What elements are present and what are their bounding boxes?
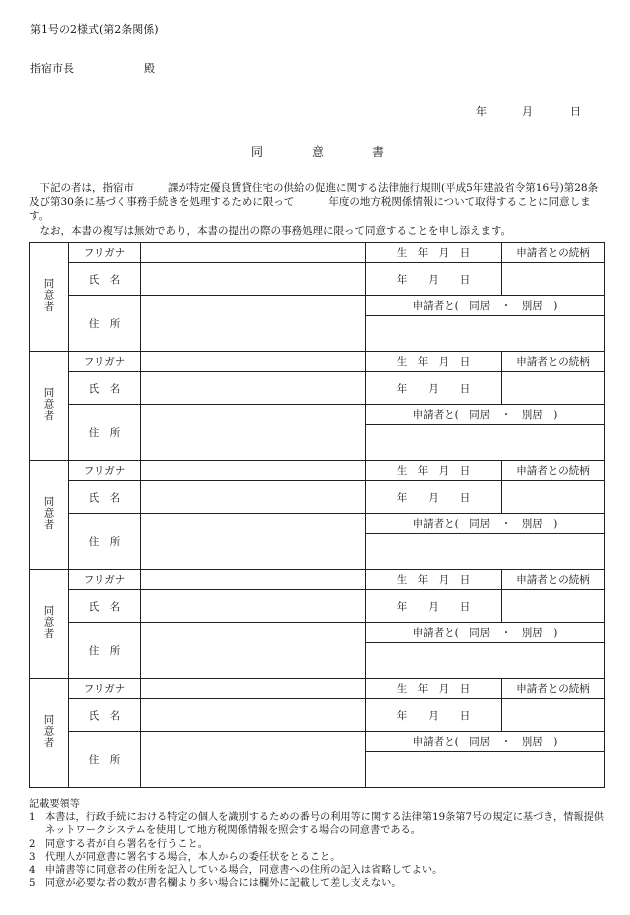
cohabitation-status[interactable]: 申請者と( 同居 ・ 別居 ) <box>366 405 605 425</box>
address-field[interactable] <box>141 514 366 570</box>
honorific: 殿 <box>144 62 155 75</box>
consenter-block <box>30 570 605 590</box>
date-year: 年 <box>476 105 487 118</box>
dob-placeholder: 年 月 日 <box>396 491 471 504</box>
cohabitation-status[interactable]: 申請者と( 同居 ・ 別居 ) <box>366 732 605 752</box>
furigana-field[interactable] <box>141 243 366 263</box>
dob-field[interactable] <box>366 372 502 405</box>
dob-field[interactable] <box>366 590 502 623</box>
consent-paragraph-2: なお，本書の複写は無効であり，本書の提出の際の事務処理に限って同意することを申し添えます。 <box>39 224 512 237</box>
dob-field[interactable] <box>366 263 502 296</box>
note-number: 2 <box>29 838 36 850</box>
furigana-label: フリガナ <box>69 461 141 481</box>
consenter-label: 同意者 <box>30 679 69 788</box>
address-extension[interactable] <box>366 752 605 788</box>
addressee-name: 指宿市長 <box>30 62 74 75</box>
address-label: 住 所 <box>69 623 141 679</box>
title-char-2: 意 <box>312 145 325 159</box>
address-label: 住 所 <box>69 514 141 570</box>
furigana-field[interactable] <box>141 352 366 372</box>
name-field[interactable] <box>141 481 366 514</box>
relation-field[interactable] <box>502 372 605 405</box>
relation-field[interactable] <box>502 699 605 732</box>
furigana-label: フリガナ <box>69 243 141 263</box>
relation-header: 申請者との続柄 <box>502 243 605 263</box>
name-label: 氏 名 <box>69 263 141 296</box>
relation-field[interactable] <box>502 481 605 514</box>
note-item <box>29 811 609 837</box>
title-char-1: 同 <box>251 145 264 159</box>
address-field[interactable] <box>141 732 366 788</box>
name-label: 氏 名 <box>69 590 141 623</box>
note-item <box>29 838 609 851</box>
dob-placeholder: 年 月 日 <box>396 382 471 395</box>
consenter-table <box>29 242 605 788</box>
name-label: 氏 名 <box>69 481 141 514</box>
name-field[interactable] <box>141 263 366 296</box>
address-field[interactable] <box>141 623 366 679</box>
note-number: 4 <box>29 865 36 877</box>
consenter-block <box>30 352 605 372</box>
note-item <box>29 851 609 864</box>
name-field[interactable] <box>141 590 366 623</box>
note-text: 同意する者が自ら署名を行うこと。 <box>45 838 208 850</box>
note-item <box>29 864 609 877</box>
consenter-block <box>30 679 605 699</box>
relation-header: 申請者との続柄 <box>502 352 605 372</box>
furigana-label: フリガナ <box>69 679 141 699</box>
consenter-label: 同意者 <box>30 243 69 352</box>
cohabitation-status[interactable]: 申請者と( 同居 ・ 別居 ) <box>366 623 605 643</box>
form-number-label: 第1号の2様式(第2条関係) <box>30 23 159 36</box>
dob-header: 生 年 月 日 <box>366 570 502 590</box>
relation-header: 申請者との続柄 <box>502 461 605 481</box>
title-char-3: 書 <box>372 145 385 159</box>
address-extension[interactable] <box>366 643 605 679</box>
address-label: 住 所 <box>69 296 141 352</box>
consenter-label: 同意者 <box>30 461 69 570</box>
dob-placeholder: 年 月 日 <box>396 273 471 286</box>
dob-header: 生 年 月 日 <box>366 352 502 372</box>
consenter-label: 同意者 <box>30 352 69 461</box>
relation-field[interactable] <box>502 590 605 623</box>
furigana-label: フリガナ <box>69 570 141 590</box>
address-field[interactable] <box>141 296 366 352</box>
consenter-block <box>30 243 605 263</box>
relation-header: 申請者との続柄 <box>502 679 605 699</box>
furigana-field[interactable] <box>141 570 366 590</box>
addressee-line <box>30 60 155 76</box>
note-number: 3 <box>29 851 36 863</box>
furigana-field[interactable] <box>141 461 366 481</box>
dob-placeholder: 年 月 日 <box>396 709 471 722</box>
date-month: 月 <box>522 105 533 118</box>
notes-section <box>29 798 609 890</box>
dob-field[interactable] <box>366 481 502 514</box>
note-item <box>29 877 609 890</box>
address-extension[interactable] <box>366 316 605 352</box>
note-text: 申請書等に同意者の住所を記入している場合，同意書への住所の記入は省略してよい。 <box>45 865 443 877</box>
address-label: 住 所 <box>69 405 141 461</box>
note-number: 1 <box>29 812 36 824</box>
consent-paragraph-1: 下記の者は，指宿市 課が特定優良賃貸住宅の供給の促進に関する法律施行規則(平成5年建設省令第16号)第28条及び第30条に基づく事務手続きを処理するために限って 年度の地方税関係情報について取得することに同意します。 <box>29 182 599 223</box>
dob-header: 生 年 月 日 <box>366 679 502 699</box>
dob-field[interactable] <box>366 699 502 732</box>
address-extension[interactable] <box>366 425 605 461</box>
note-text: 本書は，行政手続における特定の個人を識別するための番号の利用等に関する法律第19条第7号の規定に基づき，情報提供ネットワークシステムを使用して地方税関係情報を照会する場合の同意書である。 <box>45 812 604 837</box>
cohabitation-status[interactable]: 申請者と( 同居 ・ 別居 ) <box>366 514 605 534</box>
dob-header: 生 年 月 日 <box>366 243 502 263</box>
notes-title: 記載要領等 <box>29 799 80 810</box>
name-label: 氏 名 <box>69 699 141 732</box>
dob-header: 生 年 月 日 <box>366 461 502 481</box>
note-text: 同意が必要な者の数が書名欄より多い場合には欄外に記載して差し支えない。 <box>45 878 402 890</box>
address-field[interactable] <box>141 405 366 461</box>
cohabitation-status[interactable]: 申請者と( 同居 ・ 別居 ) <box>366 296 605 316</box>
furigana-field[interactable] <box>141 679 366 699</box>
relation-header: 申請者との続柄 <box>502 570 605 590</box>
name-field[interactable] <box>141 372 366 405</box>
note-number: 5 <box>29 878 36 890</box>
name-field[interactable] <box>141 699 366 732</box>
name-label: 氏 名 <box>69 372 141 405</box>
consenter-block <box>30 461 605 481</box>
address-label: 住 所 <box>69 732 141 788</box>
consenter-label: 同意者 <box>30 570 69 679</box>
date-day: 日 <box>570 105 581 118</box>
address-extension[interactable] <box>366 534 605 570</box>
dob-placeholder: 年 月 日 <box>396 600 471 613</box>
furigana-label: フリガナ <box>69 352 141 372</box>
note-text: 代理人が同意書に署名する場合，本人からの委任状をとること。 <box>45 851 341 863</box>
relation-field[interactable] <box>502 263 605 296</box>
consent-statement <box>29 181 607 238</box>
